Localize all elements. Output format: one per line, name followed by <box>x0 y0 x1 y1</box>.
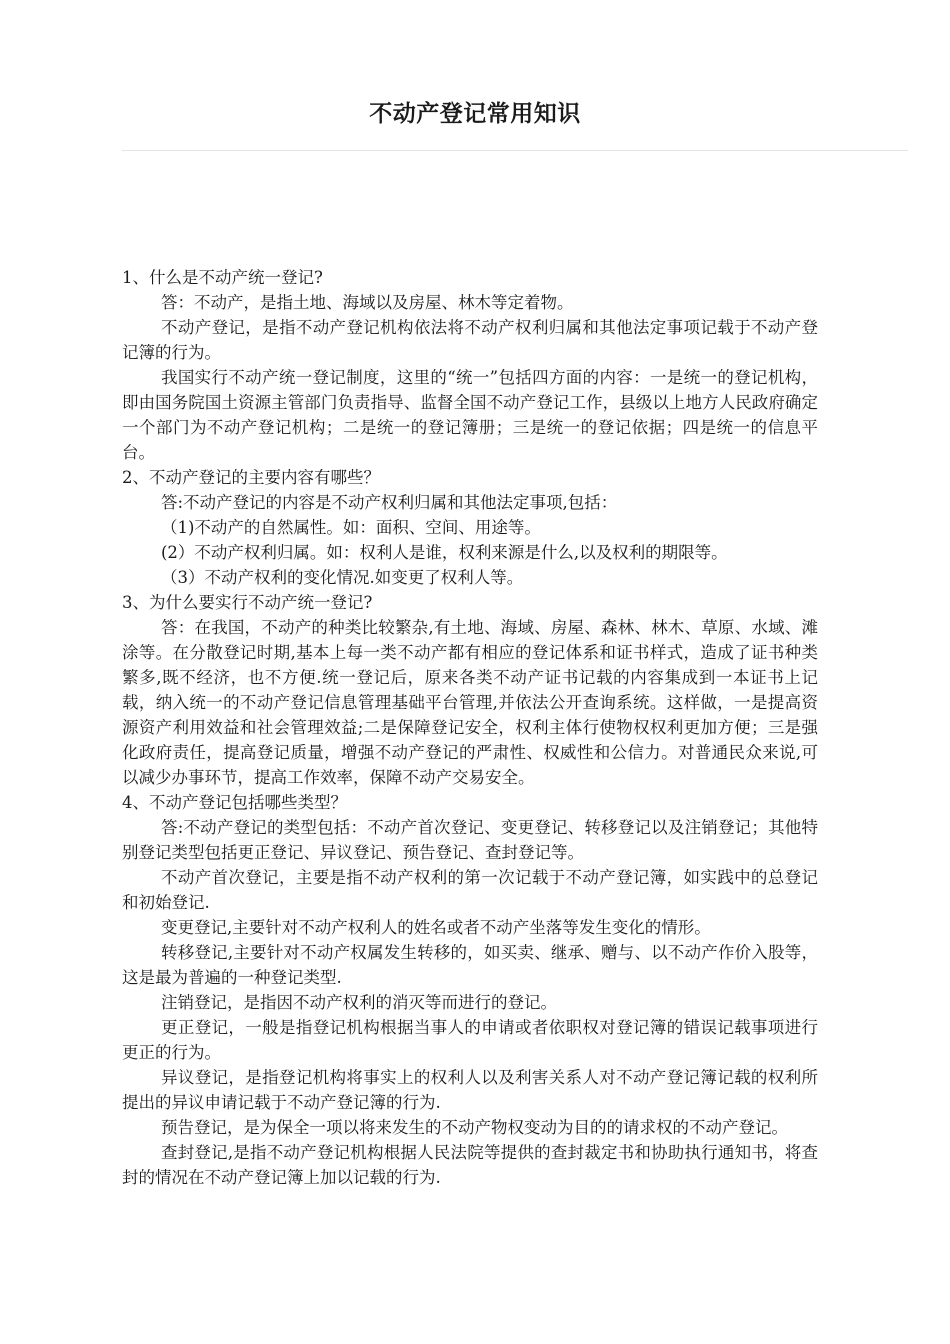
question-heading: 2、不动产登记的主要内容有哪些？ <box>122 468 380 487</box>
answer-paragraph: 答：不动产，是指土地、海域以及房屋、林木等定着物。 <box>161 293 574 312</box>
answer-paragraph: 答:不动产登记的内容是不动产权利归属和其他法定事项,包括： <box>161 493 618 512</box>
question-heading: 1、什么是不动产统一登记? <box>122 268 323 287</box>
answer-paragraph: 预告登记，是为保全一项以将来发生的不动产物权变动为目的的请求权的不动产登记。 <box>161 1118 788 1137</box>
answer-paragraph: 查封登记,是指不动产登记机构根据人民法院等提供的查封裁定书和协助执行通知书，将查封的情况在不动产登记簿上加以记载的行为. <box>122 1143 818 1187</box>
list-item: (2）不动产权利归属。如：权利人是谁，权利来源是什么,以及权利的期限等。 <box>161 543 728 562</box>
answer-paragraph: 更正登记，一般是指登记机构根据当事人的申请或者依职权对登记簿的错误记载事项进行更正的行为。 <box>122 1018 818 1062</box>
answer-paragraph: 答:不动产登记的类型包括：不动产首次登记、变更登记、转移登记以及注销登记；其他特别登记类型包括更正登记、异议登记、预告登记、查封登记等。 <box>122 818 818 862</box>
question-heading: 3、为什么要实行不动产统一登记? <box>122 593 373 612</box>
list-item: （1)不动产的自然属性。如：面积、空间、用途等。 <box>161 518 541 537</box>
answer-paragraph: 转移登记,主要针对不动产权属发生转移的，如买卖、继承、赠与、以不动产作价入股等，这是最为普遍的一种登记类型. <box>122 943 818 987</box>
answer-paragraph: 不动产首次登记，主要是指不动产权利的第一次记载于不动产登记簿，如实践中的总登记和初始登记. <box>122 868 818 912</box>
title-divider <box>122 150 908 151</box>
answer-paragraph: 注销登记，是指因不动产权利的消灭等而进行的登记。 <box>161 993 557 1012</box>
list-item: （3）不动产权利的变化情况.如变更了权利人等。 <box>161 568 524 587</box>
answer-paragraph: 答：在我国，不动产的种类比较繁杂,有土地、海域、房屋、森林、林木、草原、水域、滩涂等。在分散登记时期,基本上每一类不动产都有相应的登记体系和证书样式，造成了证书种类繁多,既不经济，也不方便.统一登记后，原来各类不动产证书记载的内容集成到一本证书上记载，纳入统一的不动产登记信息管理基础平台管理,并依法公开查询系统。这样做，一是提高资源资产利用效益和社会管理效益;二是保障登记安全，权利主体行使物权权利更加方便；三是强化政府责任，提高登记质量，增强不动产登记的严肃性、权威性和公信力。对普通民众来说,可以减少办事环节，提高工作效率，保障不动产交易安全。 <box>122 618 818 787</box>
answer-paragraph: 我国实行不动产统一登记制度，这里的“统一”包括四方面的内容：一是统一的登记机构，即由国务院国土资源主管部门负责指导、监督全国不动产登记工作，县级以上地方人民政府确定一个部门为不动产登记机构；二是统一的登记簿册；三是统一的登记依据；四是统一的信息平台。 <box>122 368 818 462</box>
answer-paragraph: 变更登记,主要针对不动产权利人的姓名或者不动产坐落等发生变化的情形。 <box>161 918 711 937</box>
answer-paragraph: 异议登记，是指登记机构将事实上的权利人以及利害关系人对不动产登记簿记载的权利所提出的异议申请记载于不动产登记簿的行为. <box>122 1068 818 1112</box>
page-title: 不动产登记常用知识 <box>369 100 581 127</box>
question-heading: 4、不动产登记包括哪些类型？ <box>122 793 347 812</box>
document-body <box>122 265 818 1190</box>
answer-paragraph: 不动产登记，是指不动产登记机构依法将不动产权利归属和其他法定事项记载于不动产登记簿的行为。 <box>122 318 818 362</box>
